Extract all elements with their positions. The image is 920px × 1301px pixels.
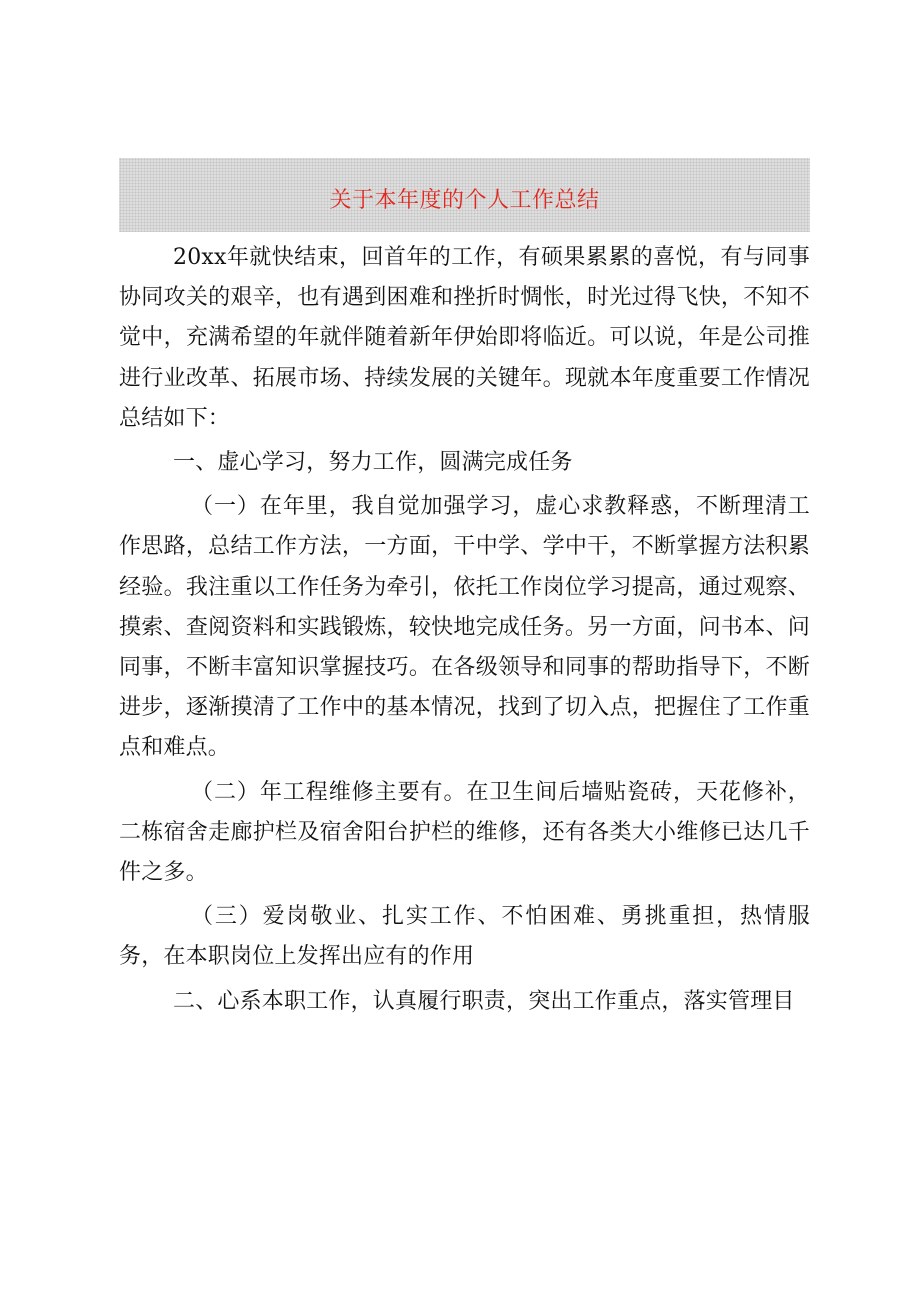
document-body bbox=[119, 238, 810, 1022]
subsection-1-paragraph: （一）在年里，我自觉加强学习，虚心求教释惑，不断理清工作思路，总结工作方法，一方面，干中学、学中干，不断掌握方法积累经验。我注重以工作任务为牵引，依托工作岗位学习提高，通过观察、摸索、查阅资料和实践锻炼，较快地完成任务。另一方面，问书本、问同事，不断丰富知识掌握技巧。在各级领导和同事的帮助指导下，不断进步，逐渐摸清了工作中的基本情况，找到了切入点，把握住了工作重点和难点。 bbox=[119, 494, 810, 761]
section-heading-1: 一、虚心学习，努力工作，圆满完成任务 bbox=[173, 450, 573, 476]
title-banner bbox=[119, 158, 810, 232]
section-heading-2: 二、心系本职工作，认真履行职责，突出工作重点，落实管理目 bbox=[173, 988, 795, 1014]
subsection-2-paragraph: （二）年工程维修主要有。在卫生间后墙贴瓷砖，天花修补，二栋宿舍走廊护栏及宿舍阳台护栏的维修，还有各类大小维修已达几千件之多。 bbox=[119, 779, 810, 886]
intro-paragraph: 20xx年就快结束，回首年的工作，有硕果累累的喜悦，有与同事协同攻关的艰辛，也有遇到困难和挫折时惆怅，时光过得飞快，不知不觉中，充满希望的年就伴随着新年伊始即将临近。可以说，年是公司推进行业改革、拓展市场、持续发展的关键年。现就本年度重要工作情况总结如下： bbox=[119, 245, 810, 431]
document-title: 关于本年度的个人工作总结 bbox=[329, 187, 600, 213]
subsection-3-paragraph: （三）爱岗敬业、扎实工作、不怕困难、勇挑重担，热情服务，在本职岗位上发挥出应有的作用 bbox=[119, 904, 810, 970]
